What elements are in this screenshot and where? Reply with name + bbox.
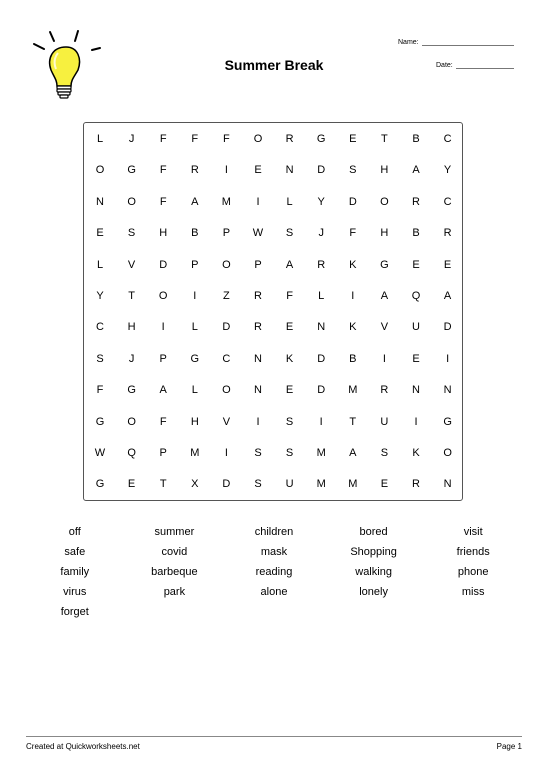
grid-letter[interactable]: R xyxy=(412,195,420,208)
grid-letter[interactable]: X xyxy=(191,478,199,491)
grid-letter[interactable]: A xyxy=(191,195,199,208)
grid-letter[interactable]: O xyxy=(443,447,452,459)
date-label: Date: xyxy=(436,62,453,69)
grid-letter[interactable]: A xyxy=(349,447,357,459)
grid-letter[interactable]: U xyxy=(285,478,294,491)
word-list-item: visit xyxy=(463,526,483,538)
word-list-item: forget xyxy=(60,606,89,618)
grid-letter[interactable]: O xyxy=(222,258,231,271)
grid-letter[interactable]: D xyxy=(317,164,326,177)
grid-letter[interactable]: E xyxy=(412,352,420,365)
grid-letter[interactable]: I xyxy=(256,195,260,208)
grid-letter[interactable]: K xyxy=(412,447,420,459)
grid-letter[interactable]: R xyxy=(254,290,262,302)
word-list-item: barbeque xyxy=(151,566,198,578)
grid-letter[interactable]: S xyxy=(285,447,294,459)
grid-letter[interactable]: E xyxy=(349,133,357,145)
grid-letter[interactable]: S xyxy=(127,227,136,240)
grid-letter[interactable]: I xyxy=(193,290,197,302)
grid-letter[interactable]: N xyxy=(443,384,452,397)
grid-letter[interactable]: E xyxy=(254,164,262,177)
word-list-item: phone xyxy=(457,566,489,578)
grid-letter[interactable]: N xyxy=(443,478,452,491)
grid-letter[interactable]: V xyxy=(127,258,136,271)
grid-letter[interactable]: Q xyxy=(127,447,136,459)
grid-letter[interactable]: R xyxy=(285,133,294,145)
grid-letter[interactable]: O xyxy=(127,415,136,428)
page-title: Summer Break xyxy=(224,57,324,73)
grid-letter[interactable]: H xyxy=(159,227,168,240)
word-list-item: safe xyxy=(64,546,86,558)
grid-letter[interactable]: Y xyxy=(317,195,325,208)
word-list-item: park xyxy=(163,586,186,598)
grid-letter[interactable]: T xyxy=(349,415,357,428)
grid-letter[interactable]: G xyxy=(316,133,326,145)
grid-letter[interactable]: J xyxy=(318,227,324,240)
grid-letter[interactable]: N xyxy=(412,384,420,397)
grid-letter[interactable]: P xyxy=(159,447,167,459)
grid-letter[interactable]: P xyxy=(222,227,231,240)
grid-letter[interactable]: L xyxy=(96,133,104,145)
grid-letter[interactable]: L xyxy=(191,321,198,334)
grid-letter[interactable]: G xyxy=(380,258,389,271)
grid-letter[interactable]: S xyxy=(254,447,262,459)
grid-letter[interactable]: B xyxy=(349,352,357,365)
grid-letter[interactable]: N xyxy=(317,321,326,334)
grid-letter[interactable]: H xyxy=(380,227,389,240)
word-list-item: miss xyxy=(461,586,485,598)
word-list-item: off xyxy=(68,526,81,538)
grid-letter[interactable]: P xyxy=(159,352,167,365)
grid-letter[interactable]: R xyxy=(412,478,420,491)
grid-letter[interactable]: R xyxy=(380,384,389,397)
grid-letter[interactable]: V xyxy=(222,415,231,428)
word-list-item: friends xyxy=(456,546,490,558)
word-list-item: walking xyxy=(355,566,392,578)
grid-letter[interactable]: L xyxy=(318,290,325,302)
grid-letter[interactable]: I xyxy=(446,352,450,365)
footer-divider xyxy=(26,736,522,737)
grid-letter[interactable]: S xyxy=(380,447,389,459)
grid-letter[interactable]: E xyxy=(96,227,104,240)
footer-credit: Created at Quickworksheets.net xyxy=(26,742,140,751)
grid-letter[interactable]: Y xyxy=(443,164,452,177)
grid-letter[interactable]: I xyxy=(224,164,228,177)
grid-letter[interactable]: Y xyxy=(96,290,104,302)
grid-letter[interactable]: K xyxy=(285,352,294,365)
grid-letter[interactable]: D xyxy=(159,258,168,271)
grid-letter[interactable]: S xyxy=(96,352,104,365)
grid-letter[interactable]: F xyxy=(286,290,293,302)
grid-letter[interactable]: O xyxy=(127,195,136,208)
grid-letter[interactable]: A xyxy=(380,290,389,302)
grid-letter[interactable]: S xyxy=(285,227,294,240)
word-list-item: bored xyxy=(359,526,388,538)
grid-letter[interactable]: M xyxy=(348,478,358,491)
grid-letter[interactable]: I xyxy=(414,415,418,428)
grid-letter[interactable]: F xyxy=(96,384,104,397)
grid-letter[interactable]: F xyxy=(159,133,167,145)
grid-letter[interactable]: M xyxy=(348,384,358,397)
grid-letter[interactable]: T xyxy=(159,478,167,491)
grid-letter[interactable]: R xyxy=(190,164,199,177)
grid-letter[interactable]: C xyxy=(96,321,104,334)
grid-letter[interactable]: I xyxy=(161,321,165,334)
grid-letter[interactable]: D xyxy=(222,321,231,334)
grid-letter[interactable]: E xyxy=(285,321,294,334)
name-line[interactable] xyxy=(422,39,514,46)
grid-letter[interactable]: I xyxy=(319,415,323,428)
word-search-grid xyxy=(83,122,463,501)
grid-letter[interactable]: B xyxy=(412,227,420,240)
grid-letter[interactable]: J xyxy=(128,352,135,365)
grid-letter[interactable]: F xyxy=(159,164,167,177)
grid-letter[interactable]: B xyxy=(412,133,420,145)
grid-letter[interactable]: N xyxy=(254,352,262,365)
grid-letter[interactable]: M xyxy=(190,447,200,459)
grid-letter[interactable]: I xyxy=(256,415,260,428)
grid-letter[interactable]: H xyxy=(190,415,199,428)
word-list-item: lonely xyxy=(359,586,388,598)
grid-letter[interactable]: M xyxy=(316,478,326,491)
grid-letter[interactable]: O xyxy=(222,384,231,397)
grid-letter[interactable]: F xyxy=(349,227,357,240)
grid-letter[interactable]: M xyxy=(316,447,326,459)
word-list-item: covid xyxy=(161,546,188,558)
grid-letter[interactable]: R xyxy=(443,227,452,240)
grid-letter[interactable]: W xyxy=(94,447,106,459)
grid-letter[interactable]: L xyxy=(286,195,293,208)
grid-letter[interactable]: S xyxy=(349,164,357,177)
grid-letter[interactable]: O xyxy=(380,195,389,208)
grid-letter[interactable]: D xyxy=(222,478,231,491)
grid-letter[interactable]: A xyxy=(285,258,294,271)
word-list-item: reading xyxy=(255,566,293,578)
grid-letter[interactable]: H xyxy=(380,164,389,177)
grid-letter[interactable]: E xyxy=(412,258,420,271)
grid-letter[interactable]: U xyxy=(412,321,420,334)
grid-letter[interactable]: G xyxy=(190,352,200,365)
grid-letter[interactable]: H xyxy=(127,321,136,334)
grid-letter[interactable]: D xyxy=(348,195,357,208)
grid-letter[interactable]: V xyxy=(380,321,389,334)
grid-letter[interactable]: M xyxy=(221,195,231,208)
grid-letter[interactable]: A xyxy=(443,290,452,302)
grid-letter[interactable]: E xyxy=(380,478,389,491)
grid-letter[interactable]: N xyxy=(96,195,104,208)
word-list-item: summer xyxy=(154,526,195,538)
grid-letter[interactable]: I xyxy=(224,447,228,459)
page-number: Page 1 xyxy=(496,742,522,751)
grid-letter[interactable]: O xyxy=(95,164,105,177)
grid-letter[interactable]: K xyxy=(349,321,357,334)
grid-letter[interactable]: O xyxy=(158,290,168,302)
grid-letter[interactable]: I xyxy=(382,352,386,365)
grid-letter[interactable]: E xyxy=(127,478,136,491)
grid-letter[interactable]: P xyxy=(254,258,262,271)
grid-letter[interactable]: C xyxy=(443,133,452,145)
grid-letter[interactable]: I xyxy=(351,290,355,302)
grid-letter[interactable]: G xyxy=(95,478,105,491)
word-list-item: alone xyxy=(260,586,288,598)
grid-letter[interactable]: E xyxy=(443,258,452,271)
grid-letter[interactable]: N xyxy=(285,164,294,177)
grid-letter[interactable]: F xyxy=(159,415,167,428)
grid-letter[interactable]: L xyxy=(191,384,198,397)
grid-letter[interactable]: U xyxy=(380,415,389,428)
word-list-item: family xyxy=(60,566,90,578)
grid-letter[interactable]: D xyxy=(317,352,326,365)
word-list xyxy=(25,525,523,619)
grid-letter[interactable]: C xyxy=(222,352,231,365)
grid-letter[interactable]: F xyxy=(191,133,199,145)
grid-letter[interactable]: F xyxy=(223,133,230,145)
word-list-item: children xyxy=(254,526,294,538)
grid-letter[interactable]: B xyxy=(191,227,199,240)
grid-letter[interactable]: O xyxy=(253,133,263,145)
grid-letter[interactable]: S xyxy=(254,478,262,491)
grid-letter[interactable]: G xyxy=(95,415,105,428)
grid-letter[interactable]: R xyxy=(317,258,326,271)
grid-letter[interactable]: R xyxy=(254,321,262,334)
grid-letter[interactable]: E xyxy=(285,384,294,397)
grid-letter[interactable]: G xyxy=(127,164,136,177)
grid-letter[interactable]: S xyxy=(285,415,294,428)
grid-letter[interactable]: N xyxy=(254,384,262,397)
grid-letter[interactable]: F xyxy=(159,195,167,208)
grid-letter[interactable]: T xyxy=(381,133,388,145)
word-list-item: virus xyxy=(63,586,87,598)
grid-letter[interactable]: C xyxy=(443,195,452,208)
grid-letter[interactable]: T xyxy=(128,290,135,302)
name-label: Name: xyxy=(398,39,419,46)
grid-letter[interactable]: P xyxy=(191,258,199,271)
grid-letter[interactable]: A xyxy=(159,384,167,397)
name-field[interactable] xyxy=(398,39,514,46)
grid-letter[interactable]: A xyxy=(412,164,420,177)
grid-letter[interactable]: L xyxy=(96,258,104,271)
grid-letter[interactable]: D xyxy=(443,321,452,334)
word-list-item: mask xyxy=(260,546,288,558)
word-list-item: Shopping xyxy=(350,546,397,558)
grid-letter[interactable]: G xyxy=(127,384,136,397)
grid-letter[interactable]: W xyxy=(252,227,264,240)
grid-letter[interactable]: G xyxy=(443,415,452,428)
grid-letter[interactable]: K xyxy=(349,258,357,271)
grid-letter[interactable]: Q xyxy=(411,290,421,302)
grid-letter[interactable]: D xyxy=(317,384,326,397)
grid-letter[interactable]: Z xyxy=(223,290,230,302)
grid-letter[interactable]: J xyxy=(128,133,135,145)
